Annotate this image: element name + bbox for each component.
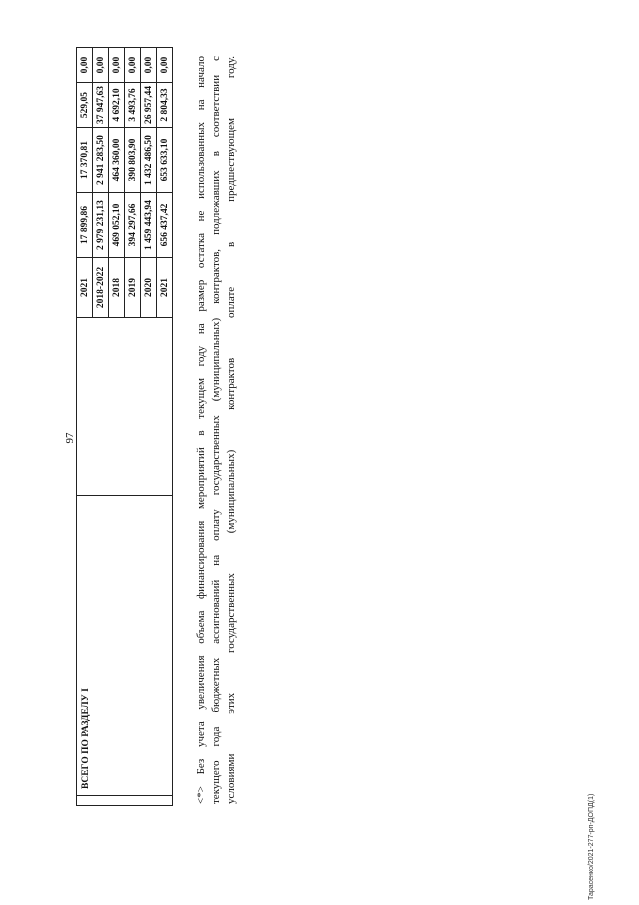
value-cell: 26 957,44 bbox=[141, 83, 157, 128]
year-cell: 2018 bbox=[109, 258, 125, 318]
total-cell: 394 297,66 bbox=[125, 193, 141, 258]
year-cell: 2020 bbox=[141, 258, 157, 318]
page-number: 97 bbox=[64, 432, 76, 444]
year-cell: 2021 bbox=[157, 258, 173, 318]
value-cell: 464 360,00 bbox=[109, 128, 125, 193]
value-cell: 1 432 486,50 bbox=[141, 128, 157, 193]
value-cell: 4 692,10 bbox=[109, 83, 125, 128]
value-cell: 0,00 bbox=[125, 48, 141, 83]
value-cell: 0,00 bbox=[109, 48, 125, 83]
year-cell: 2019 bbox=[125, 258, 141, 318]
spacer-cell bbox=[77, 796, 173, 806]
footnote-line: текущего года бюджетных ассигнований на оплату государственных (муниципальных) контрактов, подлежавших в соответствии с bbox=[210, 56, 222, 804]
value-cell: 529,05 bbox=[77, 83, 93, 128]
document-stamp: Тарасенко/2021-277-рп-ДОПД(1) bbox=[588, 793, 595, 900]
total-cell: 17 899,86 bbox=[77, 193, 93, 258]
value-cell: 0,00 bbox=[141, 48, 157, 83]
value-cell: 2 941 283,50 bbox=[93, 128, 109, 193]
value-cell: 0,00 bbox=[93, 48, 109, 83]
year-cell: 2018-2022 bbox=[93, 258, 109, 318]
total-cell: 2 979 231,13 bbox=[93, 193, 109, 258]
value-cell: 390 803,90 bbox=[125, 128, 141, 193]
budget-table bbox=[76, 56, 170, 806]
table-row bbox=[77, 48, 93, 806]
value-cell: 0,00 bbox=[77, 48, 93, 83]
section-total-label: ВСЕГО ПО РАЗДЕЛУ I bbox=[77, 496, 173, 796]
value-cell: 3 493,76 bbox=[125, 83, 141, 128]
total-cell: 1 459 443,94 bbox=[141, 193, 157, 258]
footnote bbox=[194, 56, 254, 804]
value-cell: 17 370,81 bbox=[77, 128, 93, 193]
footnote-line: <*> Без учета увеличения объема финансирования мероприятий в текущем году на размер остатка не использованных на начало bbox=[195, 56, 207, 804]
value-cell: 2 804,33 bbox=[157, 83, 173, 128]
total-cell: 469 052,10 bbox=[109, 193, 125, 258]
year-cell: 2021 bbox=[77, 258, 93, 318]
value-cell: 37 947,63 bbox=[93, 83, 109, 128]
empty-cell bbox=[77, 318, 173, 496]
value-cell: 653 633,10 bbox=[157, 128, 173, 193]
footnote-line: условиями этих государственных (муниципальных) контрактов оплате в предшествующем году. bbox=[225, 56, 237, 804]
value-cell: 0,00 bbox=[157, 48, 173, 83]
total-cell: 656 437,42 bbox=[157, 193, 173, 258]
